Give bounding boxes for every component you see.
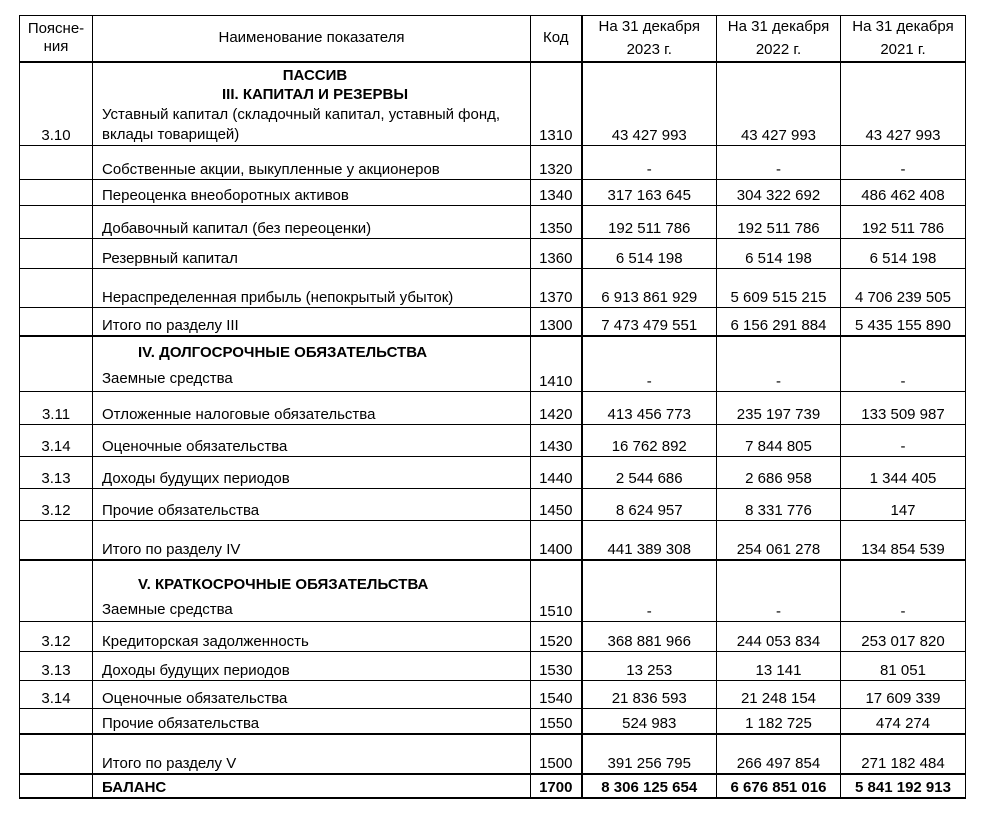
row-value-2023: 192 511 786 <box>582 206 717 239</box>
row-name: Переоценка внеоборотных активов <box>93 180 531 206</box>
row-name: Доходы будущих периодов <box>93 652 531 681</box>
row-code: 1550 <box>531 709 582 734</box>
row-note: 3.12 <box>20 622 93 652</box>
row-name: Кредиторская задолженность <box>93 622 531 652</box>
row-value-2021: 192 511 786 <box>841 206 966 239</box>
row-value-2021: 81 051 <box>841 652 966 681</box>
table-row <box>20 457 966 489</box>
row-value-2021: 486 462 408 <box>841 180 966 206</box>
row-value-2021: 17 609 339 <box>841 681 966 709</box>
section-title-shortterm: V. КРАТКОСРОЧНЫЕ ОБЯЗАТЕЛЬСТВА <box>138 576 429 593</box>
row-value-2021: 133 509 987 <box>841 392 966 425</box>
row-value-2023: 13 253 <box>582 652 717 681</box>
row-name-text: Заемные средства <box>102 601 233 618</box>
header-col2-top: На 31 декабря <box>717 16 841 38</box>
table-row <box>20 336 966 392</box>
row-note <box>20 239 93 269</box>
row-code: 1410 <box>531 336 582 392</box>
header-col1-top: На 31 декабря <box>582 16 717 38</box>
header-row <box>20 16 966 38</box>
table-row <box>20 392 966 425</box>
row-value-2022: - <box>717 146 841 180</box>
section-title-capital: III. КАПИТАЛ И РЕЗЕРВЫ <box>222 86 408 103</box>
row-value-2023: 413 456 773 <box>582 392 717 425</box>
row-value-2023: 16 762 892 <box>582 425 717 457</box>
row-note: 3.10 <box>20 62 93 146</box>
row-value-2021: 5 841 192 913 <box>841 774 966 798</box>
row-note <box>20 734 93 774</box>
row-code: 1350 <box>531 206 582 239</box>
row-code: 1400 <box>531 521 582 560</box>
table-row-subtotal <box>20 521 966 560</box>
row-value-2022: 5 609 515 215 <box>717 269 841 308</box>
row-code: 1300 <box>531 308 582 336</box>
row-value-2022: 244 053 834 <box>717 622 841 652</box>
row-note <box>20 709 93 734</box>
row-value-2022: 8 331 776 <box>717 489 841 521</box>
row-value-2021: 6 514 198 <box>841 239 966 269</box>
table-row <box>20 709 966 734</box>
row-code: 1370 <box>531 269 582 308</box>
header-col1-year: 2023 г. <box>582 38 717 62</box>
row-name: Оценочные обязательства <box>93 681 531 709</box>
row-note <box>20 146 93 180</box>
table-row-balance <box>20 774 966 798</box>
row-value-2022: 235 197 739 <box>717 392 841 425</box>
row-value-2023: 317 163 645 <box>582 180 717 206</box>
table-row <box>20 489 966 521</box>
row-note <box>20 774 93 798</box>
row-note: 3.14 <box>20 681 93 709</box>
row-value-2023: 8 624 957 <box>582 489 717 521</box>
row-value-2022: 2 686 958 <box>717 457 841 489</box>
row-value-2023: - <box>582 336 717 392</box>
row-value-2022: 304 322 692 <box>717 180 841 206</box>
row-value-2023: 6 514 198 <box>582 239 717 269</box>
row-name <box>93 560 531 622</box>
row-value-2021: 1 344 405 <box>841 457 966 489</box>
header-col3-year: 2021 г. <box>841 38 966 62</box>
row-value-2021: 43 427 993 <box>841 62 966 146</box>
row-value-2023: 441 389 308 <box>582 521 717 560</box>
row-name: Итого по разделу III <box>93 308 531 336</box>
row-note <box>20 521 93 560</box>
header-col2-year: 2022 г. <box>717 38 841 62</box>
balance-sheet-liabilities <box>19 15 965 799</box>
row-value-2023: 524 983 <box>582 709 717 734</box>
row-note <box>20 180 93 206</box>
row-value-2022: 266 497 854 <box>717 734 841 774</box>
row-name: Отложенные налоговые обязательства <box>93 392 531 425</box>
row-value-2023: 6 913 861 929 <box>582 269 717 308</box>
row-value-2023: 391 256 795 <box>582 734 717 774</box>
row-note: 3.11 <box>20 392 93 425</box>
row-value-2022: 1 182 725 <box>717 709 841 734</box>
row-value-2021: 147 <box>841 489 966 521</box>
table-row <box>20 681 966 709</box>
row-code: 1360 <box>531 239 582 269</box>
header-notes: Поясне- ния <box>20 16 93 62</box>
row-code: 1320 <box>531 146 582 180</box>
row-value-2021: 271 182 484 <box>841 734 966 774</box>
row-code: 1700 <box>531 774 582 798</box>
row-value-2022: 192 511 786 <box>717 206 841 239</box>
row-name: Добавочный капитал (без переоценки) <box>93 206 531 239</box>
row-note: 3.13 <box>20 652 93 681</box>
row-value-2023: 21 836 593 <box>582 681 717 709</box>
row-name-text: Уставный капитал (складочный капитал, уставный фонд, вклады товарищей) <box>102 106 501 143</box>
table-row-subtotal <box>20 308 966 336</box>
row-value-2023: - <box>582 560 717 622</box>
row-value-2021: - <box>841 425 966 457</box>
row-name: БАЛАНС <box>93 774 531 798</box>
table-row <box>20 239 966 269</box>
row-value-2022: 7 844 805 <box>717 425 841 457</box>
table-row <box>20 652 966 681</box>
table-row <box>20 560 966 622</box>
section-title-longterm: IV. ДОЛГОСРОЧНЫЕ ОБЯЗАТЕЛЬСТВА <box>138 344 428 361</box>
row-note <box>20 206 93 239</box>
table-row <box>20 180 966 206</box>
row-code: 1530 <box>531 652 582 681</box>
row-name: Итого по разделу V <box>93 734 531 774</box>
row-note <box>20 308 93 336</box>
row-value-2021: 5 435 155 890 <box>841 308 966 336</box>
row-code: 1500 <box>531 734 582 774</box>
table-row <box>20 622 966 652</box>
row-value-2022: 43 427 993 <box>717 62 841 146</box>
table-row-subtotal <box>20 734 966 774</box>
row-code: 1540 <box>531 681 582 709</box>
header-code: Код <box>531 16 582 62</box>
row-code: 1420 <box>531 392 582 425</box>
row-value-2021: 134 854 539 <box>841 521 966 560</box>
row-name: Нераспределенная прибыль (непокрытый убыток) <box>93 269 531 308</box>
row-note: 3.14 <box>20 425 93 457</box>
row-name <box>93 62 531 146</box>
row-value-2023: 8 306 125 654 <box>582 774 717 798</box>
row-value-2021: 253 017 820 <box>841 622 966 652</box>
row-value-2022: 21 248 154 <box>717 681 841 709</box>
row-name: Доходы будущих периодов <box>93 457 531 489</box>
row-value-2022: - <box>717 336 841 392</box>
row-code: 1430 <box>531 425 582 457</box>
row-code: 1520 <box>531 622 582 652</box>
row-value-2022: 13 141 <box>717 652 841 681</box>
row-value-2022: - <box>717 560 841 622</box>
section-title-passive: ПАССИВ <box>282 67 348 84</box>
table-row <box>20 269 966 308</box>
table-row <box>20 146 966 180</box>
row-value-2021: - <box>841 146 966 180</box>
table-row <box>20 206 966 239</box>
row-code: 1440 <box>531 457 582 489</box>
row-name: Прочие обязательства <box>93 709 531 734</box>
balance-table <box>19 15 966 799</box>
row-value-2022: 254 061 278 <box>717 521 841 560</box>
row-value-2021: 474 274 <box>841 709 966 734</box>
row-name: Резервный капитал <box>93 239 531 269</box>
row-name: Итого по разделу IV <box>93 521 531 560</box>
row-note <box>20 336 93 392</box>
row-code: 1340 <box>531 180 582 206</box>
row-value-2022: 6 514 198 <box>717 239 841 269</box>
row-value-2021: 4 706 239 505 <box>841 269 966 308</box>
row-value-2023: 7 473 479 551 <box>582 308 717 336</box>
row-value-2023: 368 881 966 <box>582 622 717 652</box>
row-value-2023: - <box>582 146 717 180</box>
row-name <box>93 336 531 392</box>
row-code: 1450 <box>531 489 582 521</box>
row-note <box>20 269 93 308</box>
row-name: Оценочные обязательства <box>93 425 531 457</box>
row-value-2022: 6 156 291 884 <box>717 308 841 336</box>
row-note: 3.13 <box>20 457 93 489</box>
row-value-2021: - <box>841 560 966 622</box>
row-name-text: Заемные средства <box>102 370 233 387</box>
row-note: 3.12 <box>20 489 93 521</box>
row-note <box>20 560 93 622</box>
row-code: 1510 <box>531 560 582 622</box>
row-value-2023: 43 427 993 <box>582 62 717 146</box>
header-name: Наименование показателя <box>93 16 531 62</box>
table-row <box>20 425 966 457</box>
table-row <box>20 62 966 146</box>
row-value-2021: - <box>841 336 966 392</box>
row-value-2023: 2 544 686 <box>582 457 717 489</box>
row-name: Собственные акции, выкупленные у акционеров <box>93 146 531 180</box>
header-col3-top: На 31 декабря <box>841 16 966 38</box>
row-value-2022: 6 676 851 016 <box>717 774 841 798</box>
row-code: 1310 <box>531 62 582 146</box>
row-name: Прочие обязательства <box>93 489 531 521</box>
